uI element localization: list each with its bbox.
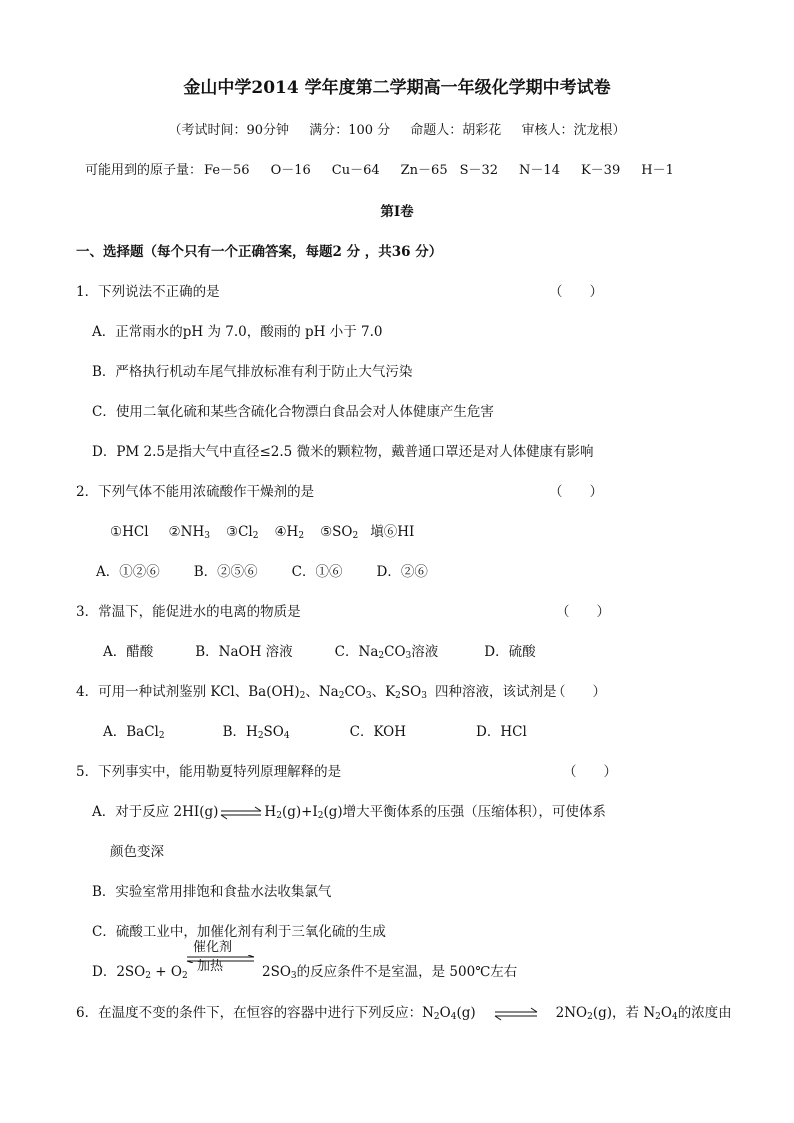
question-6-stem: 6．在温度不变的条件下，在恒容的容器中进行下列反应：$N_2O_4(g)$ $2NO_2(g)$，若 $N_2O_4$的浓度由	[76, 1005, 732, 1022]
atomic-weights	[85, 161, 695, 181]
exam-reviewer: 审核人：沈龙根）	[521, 123, 626, 138]
atomic-weight: S－32	[459, 163, 499, 178]
q2-option-d: D．②⑥	[376, 564, 428, 580]
volume-heading: 第Ⅰ卷	[380, 204, 414, 220]
atomic-weight: H－1	[641, 163, 674, 178]
exam-time: （考试时间：90分钟	[168, 123, 290, 138]
atomic-weight: N－14	[519, 163, 560, 178]
question-4-stem: 4．可用一种试剂鉴别 KCl、$Ba(OH)_2$、$Na_2CO_3$、$K_2SO_3$ 四种溶液，该试剂是	[76, 684, 557, 701]
answer-paren: （ ）	[549, 484, 603, 500]
gas-item: $②NH_3$	[168, 524, 210, 541]
exam-score: 满分：100 分	[309, 123, 391, 138]
q1-option-b: B．严格执行机动车尾气排放标准有利于防止大气污染	[92, 364, 413, 380]
q5-option-d: D．$2SO_2 + O_2$	[92, 964, 188, 981]
atomic-weight: Zn－65	[400, 163, 448, 178]
q5-option-d-rest: $2SO_3$的反应条件不是室温，是 500℃左右	[262, 964, 518, 981]
heat-label: 加热	[197, 959, 224, 974]
question-5-stem: 5．下列事实中，能用勒夏特列原理解释的是	[76, 764, 342, 780]
q2-options	[96, 562, 428, 582]
gas-item: $④H_2$	[274, 524, 305, 541]
question-1-stem: 1．下列说法不正确的是	[76, 284, 220, 300]
gas-item: ①HCl	[110, 524, 149, 540]
q3-option-b: B．NaOH 溶液	[195, 644, 293, 660]
answer-paren: （ ）	[556, 604, 610, 620]
q5-option-a: A．对于反应 2HI(g) $H_2(g)+I_2(g)$增大平衡体系的压强（压缩体积），可使体系	[92, 804, 606, 821]
catalyst-label: 催化剂	[193, 940, 233, 955]
question-3-stem: 3．常温下，能促进水的电离的物质是	[76, 604, 301, 620]
section-heading: 一、选择题（每个只有一个正确答案，每题2 分 ，共36 分）	[76, 244, 443, 260]
q4-option-a: A．BaCl$_2$	[103, 724, 165, 741]
q2-option-a: A．①②⑥	[96, 564, 160, 580]
question-2-stem: 2．下列气体不能用浓硫酸作干燥剂的是	[76, 484, 315, 500]
gas-item: $⑤SO_2$	[320, 524, 359, 541]
atomic-weights-label: 可能用到的原子量：	[85, 163, 203, 178]
atomic-weight: Cu－64	[331, 163, 380, 178]
exam-meta	[0, 121, 794, 141]
q4-option-c: C．KOH	[349, 724, 407, 740]
exam-author: 命题人：胡彩花	[410, 123, 502, 138]
gas-item: $③Cl_2$	[225, 524, 259, 541]
q2-option-c: C．①⑥	[291, 564, 343, 580]
atomic-weight: O－16	[270, 163, 311, 178]
atomic-weight: K－39	[580, 163, 621, 178]
q4-option-d: D．HCl	[476, 724, 527, 740]
q3-options	[103, 642, 536, 662]
exam-title: 金山中学2014 学年度第二学期高一年级化学期中考试卷	[183, 78, 611, 98]
q4-option-b: B．$H_2SO_4$	[222, 724, 290, 741]
q1-option-c: C．使用二氧化硫和某些含硫化合物漂白食品会对人体健康产生危害	[92, 404, 494, 420]
q5-option-b: B．实验室常用排饱和食盐水法收集氯气	[92, 884, 332, 900]
equilibrium-arrow-icon	[220, 806, 262, 820]
atomic-weight: Fe－56	[204, 163, 250, 178]
answer-paren: （ ）	[563, 764, 617, 780]
answer-paren: （ ）	[552, 684, 606, 700]
q1-option-d: D．PM 2.5是指大气中直径≤2.5 微米的颗粒物，戴普通口罩还是对人体健康有影响	[92, 444, 594, 460]
equilibrium-arrow-icon	[494, 1007, 538, 1021]
q3-option-d: D．硫酸	[484, 644, 536, 660]
q5-option-a-continued: 颜色变深	[110, 844, 164, 860]
answer-paren: （ ）	[549, 284, 603, 300]
q2-gas-list	[110, 522, 414, 542]
q3-option-a: A．醋酸	[103, 644, 154, 660]
gas-item: 塡⑥HI	[370, 524, 415, 540]
q3-option-c: C．$Na_2CO_3$溶液	[334, 644, 439, 661]
q1-option-a: A．正常雨水的pH 为 7.0，酸雨的 pH 小于 7.0	[92, 324, 383, 340]
q4-options	[103, 722, 527, 742]
q5-option-c: C．硫酸工业中，加催化剂有利于三氧化硫的生成	[92, 924, 386, 940]
q2-option-b: B．②⑤⑥	[193, 564, 258, 580]
